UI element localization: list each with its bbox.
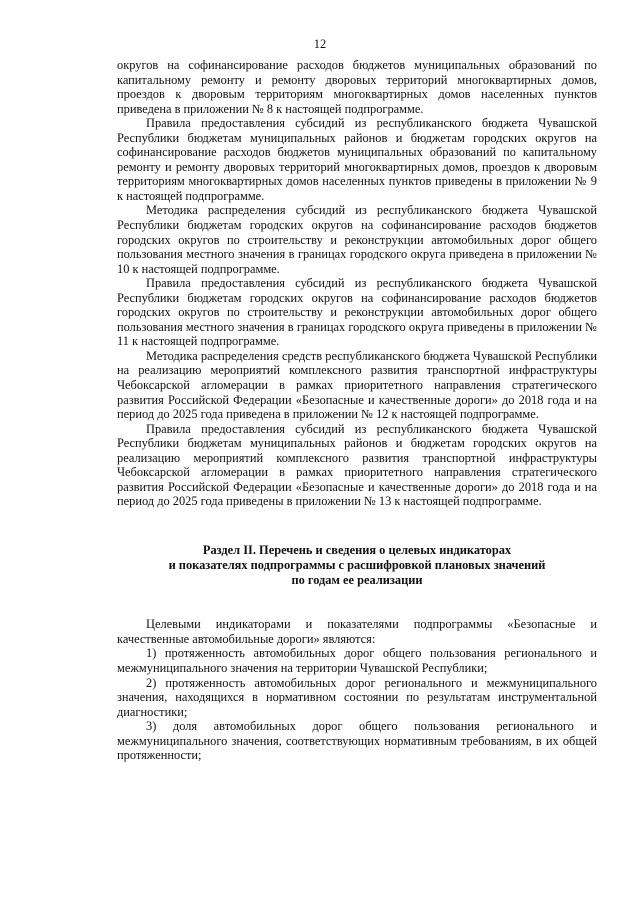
paragraph-continuation: округов на софинансирование расходов бюджетов муниципальных образований по капитальному ремонту и ремонту дворовых территорий многоквартирных домов, проездов к дворовым территориям многоквартирных домов населенных пунктов приведена в приложении № 8 к настоящей подпрограмме. [117,58,597,116]
paragraph-rules-annex-13: Правила предоставления субсидий из республиканского бюджета Чувашской Республики бюджетам муниципальных районов и бюджетам городских округов на реализацию мероприятий комплексного развития транспортной инфраструктуры Чебоксарской агломерации в рамках приоритетного направления стратегического развития Российской Федерации «Безопасные и качественные дороги» до 2018 года и на период до 2025 года приведены в приложении № 13 к настоящей подпрограмме. [117,421,597,509]
section-heading [117,543,597,587]
list-item-indicator-2: 2) протяженность автомобильных дорог регионального и межмуниципального значения, находящихся в нормативном состоянии по результатам инструментальной диагностики; [117,675,597,719]
list-item-indicator-1: 1) протяженность автомобильных дорог общего пользования регионального и межмуниципального значения на территории Чувашской Республики; [117,646,597,675]
paragraph-rules-annex-11: Правила предоставления субсидий из республиканского бюджета Чувашской Республики бюджетам городских округов на софинансирование расходов бюджетов городских округов по строительству и реконструкции автомобильных дорог общего пользования местного значения в границах городского округа приведены в приложении № 11 к настоящей подпрограмме. [117,276,597,349]
paragraph-rules-annex-9: Правила предоставления субсидий из республиканского бюджета Чувашской Республики бюджетам муниципальных районов и бюджетам городских округов на софинансирование расходов бюджетов муниципальных образований по капитальному ремонту и ремонту дворовых территорий многоквартирных домов, проездов к дворовым территориям многоквартирных домов населенных пунктов приведены в приложении № 9 к настоящей подпрограмме. [117,116,597,203]
section-heading-line: по годам ее реализации [291,572,423,587]
document-body [117,58,597,763]
paragraph-method-annex-12: Методика распределения средств республиканского бюджета Чувашской Республики на реализацию мероприятий комплексного развития транспортной инфраструктуры Чебоксарской агломерации в рамках приоритетного направления стратегического развития Российской Федерации «Безопасные и качественные дороги» до 2018 года и на период до 2025 года приведена в приложении № 12 к настоящей подпрограмме. [117,348,597,422]
paragraph-indicators-intro: Целевыми индикаторами и показателями подпрограммы «Безопасные и качественные автомобильные дороги» являются: [117,617,597,646]
paragraph-method-annex-10: Методика распределения субсидий из республиканского бюджета Чувашской Республики бюджетам городских округов на софинансирование расходов бюджетов городских округов по строительству и реконструкции автомобильных дорог общего пользования местного значения в границах городского округа приведена в приложении № 10 к настоящей подпрограмме. [117,203,597,276]
page-number: 12 [313,37,327,51]
section-heading-line: Раздел II. Перечень и сведения о целевых индикаторах [202,542,512,557]
section-heading-line: и показателях подпрограммы с расшифровкой плановых значений [168,557,546,572]
list-item-indicator-3: 3) доля автомобильных дорог общего пользования регионального и межмуниципального значения, соответствующих нормативным требованиям, в их общей протяженности; [117,719,597,763]
